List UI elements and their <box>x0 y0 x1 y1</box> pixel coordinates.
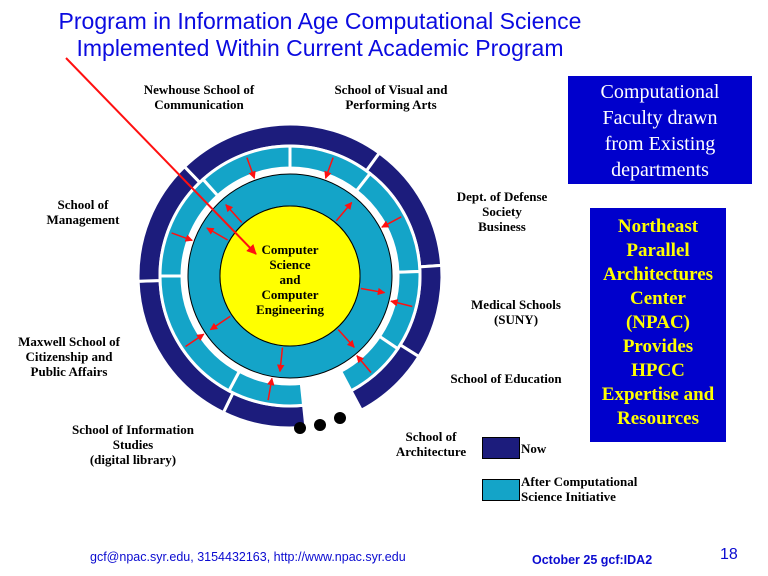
legend-now-swatch <box>482 437 520 459</box>
faculty-box: Computational Faculty drawn from Existing departments <box>568 76 752 184</box>
legend-after-label: After Computational Science Initiative <box>521 474 638 504</box>
label-education: School of Education <box>450 371 562 386</box>
label-maxwell: Maxwell School of Citizenship and Public Affairs <box>18 334 120 379</box>
title-line-2: Implemented Within Current Academic Program <box>76 35 564 61</box>
footer-contact: gcf@npac.syr.edu, 3154432163, http://www.npac.syr.edu <box>90 550 406 564</box>
legend-after-swatch <box>482 479 520 501</box>
ellipsis-dot <box>314 419 326 431</box>
footer-date: October 25 gcf:IDA2 <box>532 553 653 567</box>
label-newhouse: Newhouse School of Communication <box>143 82 255 112</box>
title-line-1: Program in Information Age Computational Science <box>58 8 582 34</box>
label-medical: Medical Schools (SUNY) <box>471 297 561 327</box>
label-visual-arts: School of Visual and Performing Arts <box>334 82 448 112</box>
center-label: Computer Science and Computer Engineering <box>256 242 324 317</box>
ellipsis-dot <box>334 412 346 424</box>
ellipsis-dot <box>294 422 306 434</box>
label-info-studies: School of Information Studies (digital library) <box>71 422 195 467</box>
label-architecture: School of Architecture <box>395 429 467 459</box>
label-management: School of Management <box>46 197 120 227</box>
legend-now-label: Now <box>521 441 547 456</box>
label-dod: Dept. of Defense Society Business <box>456 189 548 234</box>
page-number: 18 <box>720 546 738 563</box>
npac-box: Northeast Parallel Architectures Center (NPAC) Provides HPCC Expertise and Resources <box>590 208 726 442</box>
